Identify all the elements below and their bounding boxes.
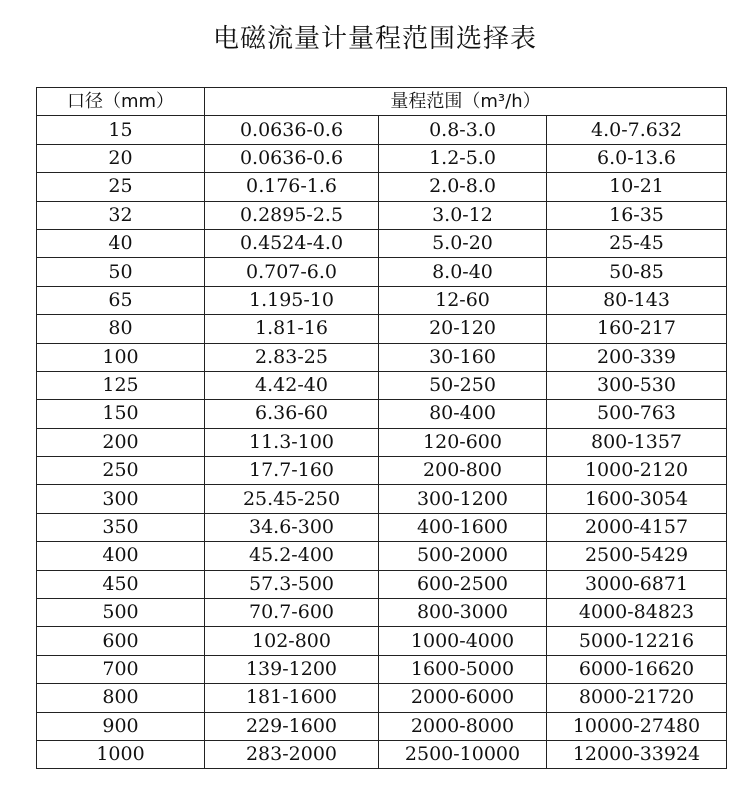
cell-range-3: 25-45 <box>547 229 727 257</box>
table-row <box>37 144 727 172</box>
header-range: 量程范围（m³/h） <box>205 88 727 116</box>
cell-diameter: 25 <box>37 173 205 201</box>
range-table <box>36 87 727 769</box>
header-diameter: 口径（mm） <box>37 88 205 116</box>
cell-range-2: 80-400 <box>379 400 547 428</box>
cell-range-3: 12000-33924 <box>547 740 727 768</box>
cell-diameter: 50 <box>37 258 205 286</box>
cell-range-2: 20-120 <box>379 315 547 343</box>
table-body <box>37 116 727 769</box>
cell-range-3: 1600-3054 <box>547 485 727 513</box>
cell-range-3: 300-530 <box>547 371 727 399</box>
cell-range-2: 1000-4000 <box>379 627 547 655</box>
cell-range-2: 500-2000 <box>379 542 547 570</box>
cell-range-3: 8000-21720 <box>547 684 727 712</box>
cell-range-1: 70.7-600 <box>205 599 379 627</box>
cell-range-1: 6.36-60 <box>205 400 379 428</box>
cell-range-1: 181-1600 <box>205 684 379 712</box>
table-header-row <box>37 88 727 116</box>
table-row <box>37 684 727 712</box>
table-row <box>37 371 727 399</box>
cell-diameter: 500 <box>37 599 205 627</box>
cell-range-3: 160-217 <box>547 315 727 343</box>
cell-range-3: 3000-6871 <box>547 570 727 598</box>
cell-range-2: 300-1200 <box>379 485 547 513</box>
cell-range-3: 4.0-7.632 <box>547 116 727 144</box>
cell-range-1: 0.0636-0.6 <box>205 116 379 144</box>
table-row <box>37 542 727 570</box>
table-row <box>37 599 727 627</box>
cell-range-1: 283-2000 <box>205 740 379 768</box>
cell-range-2: 5.0-20 <box>379 229 547 257</box>
cell-diameter: 900 <box>37 712 205 740</box>
cell-range-2: 800-3000 <box>379 599 547 627</box>
cell-range-1: 102-800 <box>205 627 379 655</box>
table-row <box>37 485 727 513</box>
cell-range-1: 1.81-16 <box>205 315 379 343</box>
cell-range-1: 11.3-100 <box>205 428 379 456</box>
cell-range-3: 6000-16620 <box>547 655 727 683</box>
cell-range-3: 4000-84823 <box>547 599 727 627</box>
cell-diameter: 80 <box>37 315 205 343</box>
cell-range-1: 34.6-300 <box>205 513 379 541</box>
cell-range-2: 2.0-8.0 <box>379 173 547 201</box>
cell-diameter: 350 <box>37 513 205 541</box>
cell-range-3: 6.0-13.6 <box>547 144 727 172</box>
cell-range-3: 2500-5429 <box>547 542 727 570</box>
cell-range-2: 3.0-12 <box>379 201 547 229</box>
table-row <box>37 258 727 286</box>
cell-range-2: 2000-8000 <box>379 712 547 740</box>
cell-diameter: 700 <box>37 655 205 683</box>
cell-range-3: 10000-27480 <box>547 712 727 740</box>
cell-range-3: 200-339 <box>547 343 727 371</box>
cell-range-1: 45.2-400 <box>205 542 379 570</box>
table-row <box>37 201 727 229</box>
cell-range-3: 5000-12216 <box>547 627 727 655</box>
cell-range-2: 2000-6000 <box>379 684 547 712</box>
cell-range-1: 1.195-10 <box>205 286 379 314</box>
cell-range-2: 0.8-3.0 <box>379 116 547 144</box>
cell-diameter: 300 <box>37 485 205 513</box>
cell-diameter: 20 <box>37 144 205 172</box>
cell-diameter: 150 <box>37 400 205 428</box>
cell-diameter: 450 <box>37 570 205 598</box>
cell-range-1: 0.176-1.6 <box>205 173 379 201</box>
table-row <box>37 229 727 257</box>
cell-diameter: 250 <box>37 457 205 485</box>
cell-range-2: 1.2-5.0 <box>379 144 547 172</box>
table-row <box>37 116 727 144</box>
cell-range-2: 600-2500 <box>379 570 547 598</box>
table-row <box>37 428 727 456</box>
cell-range-3: 10-21 <box>547 173 727 201</box>
table-row <box>37 712 727 740</box>
table-row <box>37 286 727 314</box>
cell-range-3: 50-85 <box>547 258 727 286</box>
cell-range-2: 8.0-40 <box>379 258 547 286</box>
page-title: 电磁流量计量程范围选择表 <box>212 24 537 54</box>
cell-range-1: 0.2895-2.5 <box>205 201 379 229</box>
cell-range-2: 120-600 <box>379 428 547 456</box>
cell-range-1: 0.707-6.0 <box>205 258 379 286</box>
table-row <box>37 400 727 428</box>
cell-range-3: 1000-2120 <box>547 457 727 485</box>
table-row <box>37 315 727 343</box>
cell-range-1: 4.42-40 <box>205 371 379 399</box>
cell-range-2: 400-1600 <box>379 513 547 541</box>
cell-range-2: 12-60 <box>379 286 547 314</box>
cell-diameter: 400 <box>37 542 205 570</box>
cell-range-1: 25.45-250 <box>205 485 379 513</box>
table-row <box>37 513 727 541</box>
cell-diameter: 65 <box>37 286 205 314</box>
table-row <box>37 570 727 598</box>
cell-range-1: 17.7-160 <box>205 457 379 485</box>
cell-diameter: 600 <box>37 627 205 655</box>
table-row <box>37 173 727 201</box>
cell-diameter: 15 <box>37 116 205 144</box>
cell-range-1: 57.3-500 <box>205 570 379 598</box>
cell-range-2: 30-160 <box>379 343 547 371</box>
table-row <box>37 457 727 485</box>
cell-diameter: 1000 <box>37 740 205 768</box>
cell-range-3: 16-35 <box>547 201 727 229</box>
cell-range-1: 0.0636-0.6 <box>205 144 379 172</box>
cell-diameter: 100 <box>37 343 205 371</box>
cell-range-2: 50-250 <box>379 371 547 399</box>
cell-diameter: 200 <box>37 428 205 456</box>
cell-range-2: 2500-10000 <box>379 740 547 768</box>
cell-range-3: 800-1357 <box>547 428 727 456</box>
cell-range-2: 200-800 <box>379 457 547 485</box>
table-row <box>37 343 727 371</box>
cell-range-3: 2000-4157 <box>547 513 727 541</box>
cell-range-1: 139-1200 <box>205 655 379 683</box>
cell-range-3: 500-763 <box>547 400 727 428</box>
cell-diameter: 32 <box>37 201 205 229</box>
cell-diameter: 125 <box>37 371 205 399</box>
table-row <box>37 627 727 655</box>
cell-diameter: 800 <box>37 684 205 712</box>
cell-diameter: 40 <box>37 229 205 257</box>
cell-range-3: 80-143 <box>547 286 727 314</box>
cell-range-1: 2.83-25 <box>205 343 379 371</box>
cell-range-1: 0.4524-4.0 <box>205 229 379 257</box>
table-row <box>37 655 727 683</box>
table-row <box>37 740 727 768</box>
cell-range-1: 229-1600 <box>205 712 379 740</box>
cell-range-2: 1600-5000 <box>379 655 547 683</box>
